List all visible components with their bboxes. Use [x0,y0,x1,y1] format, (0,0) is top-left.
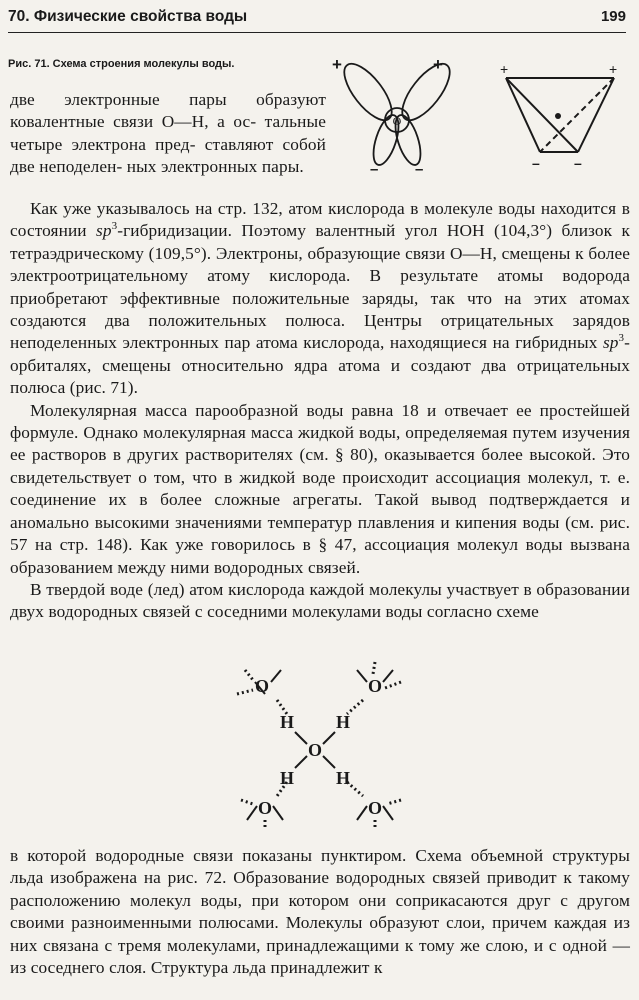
hydrogen-upper-right: H [335,712,351,732]
oxygen-upper-left: O [254,676,270,696]
hydrogen-lower-left: H [279,768,295,788]
hydrogen-upper-left: H [279,712,295,732]
paragraph-ice: В твердой воде (лед) атом кислорода каждой молекулы участвует в образовании двух водородных связей с соседними молекулами воды согласно схеме [10,579,630,622]
section-title: 70. Физические свойства воды [8,8,248,25]
oxygen-lower-right: O [367,798,383,818]
tetrahedron-center [555,113,561,119]
oxygen-lower-left: O [257,798,273,818]
hydrogen-bond-scheme [225,660,415,835]
minus-sign-right: – [415,161,424,178]
orbital-lobe-upper-right [394,57,458,128]
tetra-plus-right: + [609,61,618,77]
paragraph-ice-structure: в которой водородные связи показаны пунктиром. Схема объемной структуры льда изображена на рис. 72. Образование водородных связей приводит к такому расположению молекул воды, при котором они соприкасаются друг с другом своими разноименными полюсами. Молекулы образуют слои, причем каждая из них связана с тремя молекулами, принадлежащими к тому же слою, и с одной — из соседнего слоя. Структура льда принадлежит к [10,846,630,978]
page-number: 199 [600,8,626,25]
central-oxygen: O [307,740,323,760]
tetra-minus-right: – [574,155,582,171]
minus-sign-left: – [370,161,379,178]
plus-sign-right: + [433,55,443,74]
main-text [10,198,630,624]
orbital-lobe-upper-left [336,57,400,128]
paragraph-hybridization: Как уже указывалось на стр. 132, атом кислорода в молекуле воды находится в состоянии $sp^3$-гибридизации. Поэтому валентный угол HOH (104,3°) близок к тетраэдрическому (109,5°). Электроны, образующие связи O—H, смещены к более электроотрицательному атому кислорода. В результате атомы водорода приобретают эффективные положительные заряды, так что на этих атомах создаются два положительных полюса. Центры отрицательных зарядов неподеленных электронных пар атома кислорода, находящиеся на гибридных $sp^3$-орбиталях, смещены относительно ядра атома и создают два отрицательных полюса (рис. 71). [10,199,630,398]
closing-text [10,845,630,979]
page-header [8,6,626,33]
tetra-minus-left: – [532,155,540,171]
plus-sign-left: + [332,55,342,74]
hydrogen-lower-right: H [335,768,351,788]
paragraph-molecular-mass: Молекулярная масса парообразной воды равна 18 и отвечает ее простейшей формуле. Однако молекулярная масса жидкой воды, определяемая путем изучения ее растворов в других растворителях (см. § 80), оказывается более высокой. Это свидетельствует о том, что в жидкой воде происходит ассоциация молекул, т. е. соединение их в более сложные агрегаты. Такой вывод подтверждается и аномально высокими значениями температур плавления и кипения воды (см. рис. 57 на стр. 148). Как уже говорилось в § 47, ассоциация молекул воды вызвана образованием между ними водородных связей. [10,400,630,577]
oxygen-upper-right: O [367,676,383,696]
oxygen-symbol: O [392,114,402,128]
tetra-plus-left: + [500,61,509,77]
intro-text: две электронные пары образуют ковалентные связи O—H, а ос- тальные четыре электрона пред- ставляют собой две неподелен- ных электронных пары. [10,90,326,177]
figure-71-water-molecule [326,50,631,178]
figure-caption: Рис. 71. Схема строения молекулы воды. [8,58,235,70]
